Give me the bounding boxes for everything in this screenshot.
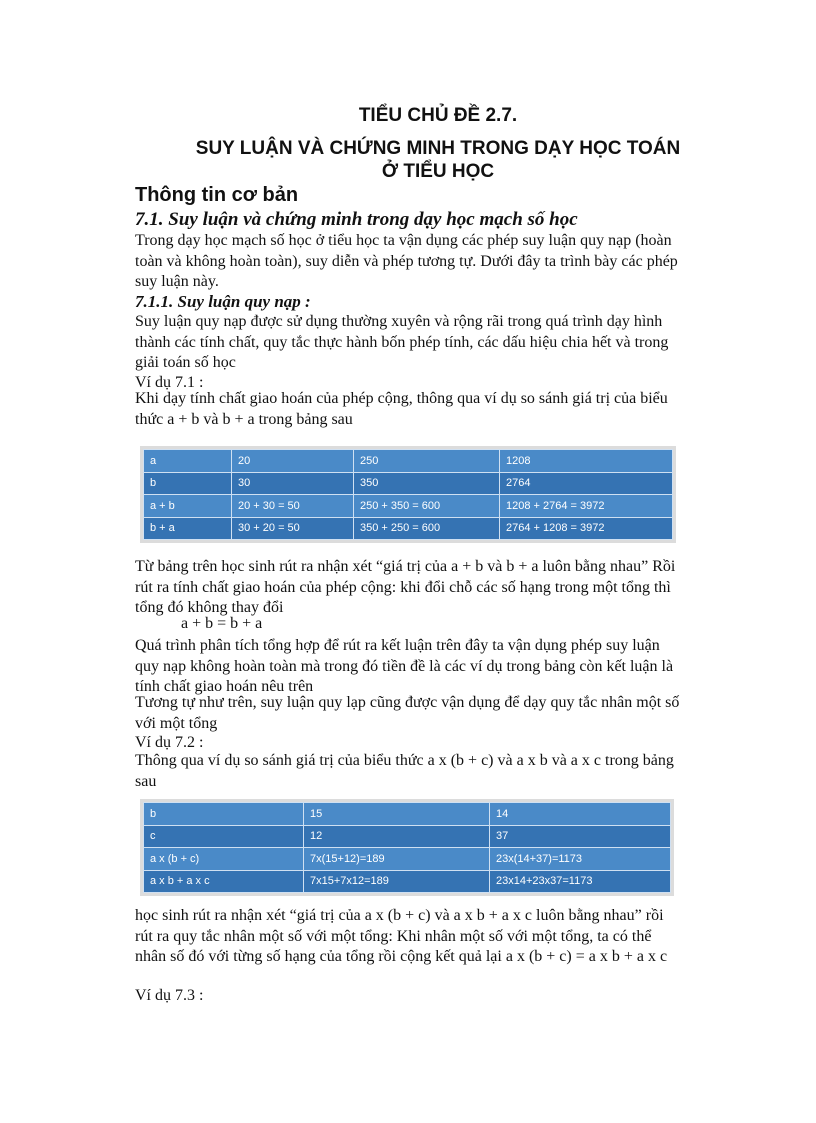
table-cell: b (144, 803, 304, 826)
subsection-heading-7-1: 7.1. Suy luận và chứng minh trong dạy học mạch số học (135, 209, 578, 230)
main-title: SUY LUẬN VÀ CHỨNG MINH TRONG DẠY HỌC TOÁN (195, 138, 681, 159)
table-cell: 350 (354, 472, 500, 495)
table-cell: 14 (490, 803, 671, 826)
table-cell: 7x(15+12)=189 (304, 848, 490, 871)
table-cell: 23x14+23x37=1173 (490, 870, 671, 893)
table-cell: 37 (490, 825, 671, 848)
table-cell: a (144, 450, 232, 473)
distributive-paragraph: học sinh rút ra nhận xét “giá trị của a x (b + c) và a x b + a x c luôn bằng nhau” rồi rút ra quy tắc nhân một số với một tổng: Khi nhân một số với một tổng, ta có thể nhân số đó với từng số hạng của tổng rồi cộng kết quả lại a x (b + c) = a x b + a x c (135, 907, 668, 965)
table-cell: 30 (232, 472, 354, 495)
intro-paragraph: Trong dạy học mạch số học ở tiểu học ta vận dụng các phép suy luận quy nạp (hoàn toàn và không hoàn toàn), suy diễn và phép tương tự. Dưới đây ta trình bày các phép suy luận này. (135, 232, 678, 290)
table-row (144, 472, 673, 495)
table-cell: b (144, 472, 232, 495)
induction-paragraph: Suy luận quy nạp được sử dụng thường xuyên và rộng rãi trong quá trình dạy hình thành các tính chất, quy tắc thực hành bốn phép tính, các dấu hiệu chia hết và trong giải toán số học (135, 313, 669, 371)
table-cell: 1208 (500, 450, 673, 473)
table-row (144, 495, 673, 518)
topic-title: TIỂU CHỦ ĐỀ 2.7. (358, 105, 518, 126)
table-row (144, 848, 671, 871)
table-cell: c (144, 825, 304, 848)
table-row (144, 803, 671, 826)
commutative-formula: a + b = b + a (181, 615, 263, 632)
table-cell: 7x15+7x12=189 (304, 870, 490, 893)
table-cell: 30 + 20 = 50 (232, 517, 354, 540)
analysis-paragraph: Quá trình phân tích tổng hợp để rút ra kết luận trên đây ta vận dụng phép suy luận quy nạp không hoàn toàn mà trong đó tiền đề là các ví dụ trong bảng còn kết luận là tính chất giao hoán nêu trên (135, 637, 674, 695)
table-cell: 1208 + 2764 = 3972 (500, 495, 673, 518)
distributive-table (143, 802, 671, 893)
main-title-continued: Ở TIỂU HỌC (381, 161, 495, 182)
table-cell: a x b + a x c (144, 870, 304, 893)
table-cell: b + a (144, 517, 232, 540)
table-cell: 2764 + 1208 = 3972 (500, 517, 673, 540)
section-heading: Thông tin cơ bản (135, 184, 299, 206)
table-cell: 2764 (500, 472, 673, 495)
table-cell: 350 + 250 = 600 (354, 517, 500, 540)
table-row (144, 825, 671, 848)
example-7-1-label: Ví dụ 7.1 : (135, 374, 204, 391)
table-cell: 12 (304, 825, 490, 848)
addition-table (143, 449, 673, 540)
table-cell: 20 + 30 = 50 (232, 495, 354, 518)
example-7-1-text: Khi dạy tính chất giao hoán của phép cộng, thông qua ví dụ so sánh giá trị của biểu thức a + b và b + a trong bảng sau (135, 390, 668, 428)
similar-paragraph: Tương tự như trên, suy luận quy lạp cũng được vận dụng để dạy quy tắc nhân một số với một tổng (135, 694, 680, 732)
table-cell: a + b (144, 495, 232, 518)
example-7-2-label: Ví dụ 7.2 : (135, 734, 204, 751)
table-cell: 250 (354, 450, 500, 473)
table-cell: 15 (304, 803, 490, 826)
table-cell: 250 + 350 = 600 (354, 495, 500, 518)
table-row (144, 450, 673, 473)
table-row (144, 870, 671, 893)
table-row (144, 517, 673, 540)
table-cell: 20 (232, 450, 354, 473)
observation-paragraph: Từ bảng trên học sinh rút ra nhận xét “giá trị của a + b và b + a luôn bằng nhau” Rồi rút ra tính chất giao hoán của phép cộng: khi đổi chỗ các số hạng trong một tổng thì tổng đó không thay đổi (135, 558, 676, 616)
example-7-2-text: Thông qua ví dụ so sánh giá trị của biểu thức a x (b + c) và a x b và a x c trong bảng sau (135, 752, 674, 790)
example-7-3-label: Ví dụ 7.3 : (135, 987, 204, 1004)
subsection-heading-7-1-1: 7.1.1. Suy luận quy nạp : (135, 292, 311, 311)
table-cell: 23x(14+37)=1173 (490, 848, 671, 871)
table-cell: a x (b + c) (144, 848, 304, 871)
